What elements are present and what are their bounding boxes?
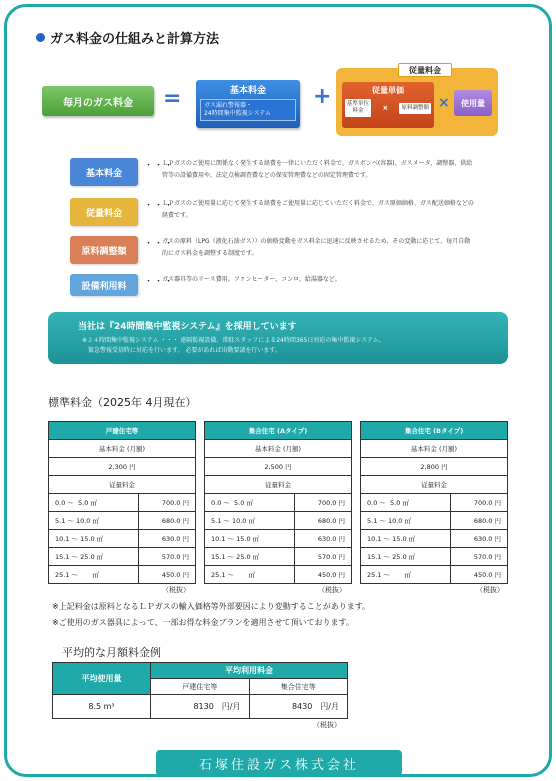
definition-text: ＬＰガスのご使用量に応じて発生する経費をご使用量に応じていただく料金で、ガス原価価格、ガス配送価格などの経費です。 bbox=[162, 200, 474, 219]
fee-header: 平均利用料金 bbox=[151, 663, 348, 679]
definition-dots: ・・・ bbox=[144, 277, 175, 287]
range-cell: 25.1 ～ ㎥ bbox=[49, 566, 139, 584]
monthly-fee-box: 毎月のガス料金 bbox=[42, 86, 154, 116]
price-cell: 700.0 円 bbox=[138, 494, 195, 512]
price-table-house bbox=[48, 421, 196, 584]
price-cell: 450.0 円 bbox=[450, 566, 507, 584]
table-row bbox=[49, 494, 196, 512]
table-row bbox=[53, 695, 348, 719]
range-cell: 25.1 ～ ㎥ bbox=[361, 566, 451, 584]
unit-price-label: 従量単価 bbox=[372, 86, 404, 95]
unit-times-sign: × bbox=[382, 104, 389, 112]
note-price-change: ※上記料金は原料となるＬＰガスの輸入価格等外部要因により変動することがあります。 bbox=[52, 602, 371, 611]
table-header: 戸建住宅等 bbox=[49, 422, 196, 440]
basic-fee-header: 基本料金 (月額) bbox=[49, 440, 196, 458]
range-cell: 5.1 ～ 10.0 ㎥ bbox=[361, 512, 451, 530]
equals-sign: = bbox=[163, 86, 182, 111]
basic-fee-value: 2,800 円 bbox=[361, 458, 508, 476]
definition-tag: 基本料金 bbox=[70, 158, 138, 186]
raw-material-adjustment: 原料調整額 bbox=[399, 103, 431, 114]
basic-fee-value: 2,500 円 bbox=[205, 458, 352, 476]
price-cell: 630.0 円 bbox=[450, 530, 507, 548]
table-row bbox=[49, 512, 196, 530]
definition-tag: 原料調整額 bbox=[70, 236, 138, 264]
table-row bbox=[361, 530, 508, 548]
basic-fee-value: 2,300 円 bbox=[49, 458, 196, 476]
definition-adjustment bbox=[70, 236, 472, 266]
tax-note: （税抜） bbox=[476, 586, 504, 594]
price-cell: 630.0 円 bbox=[294, 530, 351, 548]
volume-fee-header: 従量料金 bbox=[361, 476, 508, 494]
definition-tag: 従量料金 bbox=[70, 198, 138, 226]
table-row bbox=[49, 566, 196, 584]
definition-tag: 設備利用料 bbox=[70, 274, 138, 296]
basic-fee-label: 基本料金 bbox=[229, 86, 266, 96]
table-row bbox=[361, 494, 508, 512]
page-title bbox=[36, 28, 219, 47]
definition-equipment bbox=[70, 274, 472, 304]
tax-note: （税抜） bbox=[318, 586, 346, 594]
table-row bbox=[205, 548, 352, 566]
table-row bbox=[361, 512, 508, 530]
definition-dots: ・・・ bbox=[144, 201, 175, 211]
price-cell: 700.0 円 bbox=[450, 494, 507, 512]
range-cell: 10.1 ～ 15.0 ㎥ bbox=[49, 530, 139, 548]
apartment-header: 集合住宅等 bbox=[249, 679, 348, 695]
times-sign: × bbox=[438, 95, 450, 111]
table-row bbox=[205, 494, 352, 512]
definition-dots: ・・・ bbox=[144, 161, 175, 171]
volume-fee-label: 従量料金 bbox=[398, 63, 452, 77]
range-cell: 0.0 ～ 5.0 ㎥ bbox=[361, 494, 451, 512]
price-table-apt-b bbox=[360, 421, 508, 584]
average-tax-note: （税抜） bbox=[313, 721, 341, 729]
unit-price-box bbox=[342, 82, 434, 128]
table-row bbox=[205, 566, 352, 584]
price-cell: 570.0 円 bbox=[138, 548, 195, 566]
usage-box: 使用量 bbox=[454, 90, 492, 116]
apartment-fee-value: 8430 円/月 bbox=[249, 695, 348, 719]
price-cell: 570.0 円 bbox=[294, 548, 351, 566]
table-row bbox=[205, 530, 352, 548]
volume-fee-header: 従量料金 bbox=[49, 476, 196, 494]
basic-fee-box bbox=[196, 80, 300, 128]
bullet-dot-icon bbox=[36, 33, 45, 42]
page-title-text: ガス料金の仕組みと計算方法 bbox=[50, 32, 220, 47]
definition-volume bbox=[70, 198, 472, 228]
range-cell: 15.1 ～ 25.0 ㎥ bbox=[205, 548, 295, 566]
price-cell: 570.0 円 bbox=[450, 548, 507, 566]
price-cell: 680.0 円 bbox=[138, 512, 195, 530]
range-cell: 10.1 ～ 15.0 ㎥ bbox=[361, 530, 451, 548]
volume-fee-header: 従量料金 bbox=[205, 476, 352, 494]
banner-body: ※２４時間集中監視システム ・・・ 遠隔監視設備、常駐スタッフによる24時間365日対応の集中監視システム。 緊急警報受信時に対応を行います。 必要があれば出動要請を行います。 bbox=[82, 337, 385, 354]
price-cell: 700.0 円 bbox=[294, 494, 351, 512]
definition-text: ガス器具等のリース費用。ファンヒーター、コンロ、給湯器など。 bbox=[162, 276, 341, 283]
house-header: 戸建住宅等 bbox=[151, 679, 250, 695]
plus-sign: + bbox=[313, 84, 332, 109]
tax-note: （税抜） bbox=[162, 586, 190, 594]
base-unit-fee: 基準単位 料金 bbox=[345, 99, 371, 117]
basic-fee-detail: ガス漏れ警報器・ 24時間集中監視システム bbox=[200, 99, 296, 121]
average-fee-title: 平均的な月額料金例 bbox=[62, 646, 161, 659]
price-cell: 680.0 円 bbox=[450, 512, 507, 530]
range-cell: 5.1 ～ 10.0 ㎥ bbox=[205, 512, 295, 530]
table-row bbox=[361, 566, 508, 584]
definition-basic bbox=[70, 158, 472, 188]
price-cell: 680.0 円 bbox=[294, 512, 351, 530]
note-discount-plan: ※ご使用のガス器具によって、一部お得な料金プランを適用させて頂いております。 bbox=[52, 618, 354, 627]
price-cell: 630.0 円 bbox=[138, 530, 195, 548]
monitoring-banner bbox=[48, 312, 508, 364]
range-cell: 0.0 ～ 5.0 ㎥ bbox=[205, 494, 295, 512]
usage-header: 平均使用量 bbox=[53, 663, 151, 695]
range-cell: 15.1 ～ 25.0 ㎥ bbox=[49, 548, 139, 566]
range-cell: 5.1 ～ 10.0 ㎥ bbox=[49, 512, 139, 530]
range-cell: 25.1 ～ ㎥ bbox=[205, 566, 295, 584]
definition-dots: ・・・ bbox=[144, 239, 175, 249]
table-header: 集合住宅 (Aタイプ) bbox=[205, 422, 352, 440]
basic-fee-header: 基本料金 (月額) bbox=[205, 440, 352, 458]
average-fee-table bbox=[52, 662, 348, 719]
definition-text: ガスの原料（LPG（液化石油ガス））の価格変動をガス料金に迅速に反映させるため、その変動に応じて、毎月自動的にガス料金を調整する制度です。 bbox=[162, 238, 471, 257]
table-row bbox=[361, 548, 508, 566]
standard-fee-title: 標準料金（2025年 4月現在） bbox=[48, 396, 197, 409]
range-cell: 15.1 ～ 25.0 ㎥ bbox=[361, 548, 451, 566]
usage-value: 8.5 m³ bbox=[53, 695, 151, 719]
banner-heading: 当社は『24時間集中監視システム』を採用しています bbox=[78, 322, 297, 332]
house-fee-value: 8130 円/月 bbox=[151, 695, 250, 719]
table-row bbox=[49, 548, 196, 566]
price-cell: 450.0 円 bbox=[138, 566, 195, 584]
price-table-apt-a bbox=[204, 421, 352, 584]
company-footer: 石塚住設ガス株式会社 bbox=[156, 750, 402, 776]
table-header: 集合住宅 (Bタイプ) bbox=[361, 422, 508, 440]
range-cell: 10.1 ～ 15.0 ㎥ bbox=[205, 530, 295, 548]
table-row bbox=[49, 530, 196, 548]
price-cell: 450.0 円 bbox=[294, 566, 351, 584]
table-row bbox=[205, 512, 352, 530]
basic-fee-header: 基本料金 (月額) bbox=[361, 440, 508, 458]
range-cell: 0.0 ～ 5.0 ㎥ bbox=[49, 494, 139, 512]
definition-text: ＬＰガスのご使用に関係なく発生する経費を一律にいただく料金で、ガスボンベ(容器)、ガスメータ、調整器、供給管等の設備費用や、法定点検調査費などの保安管理費などの固定管理費です。 bbox=[162, 160, 473, 179]
